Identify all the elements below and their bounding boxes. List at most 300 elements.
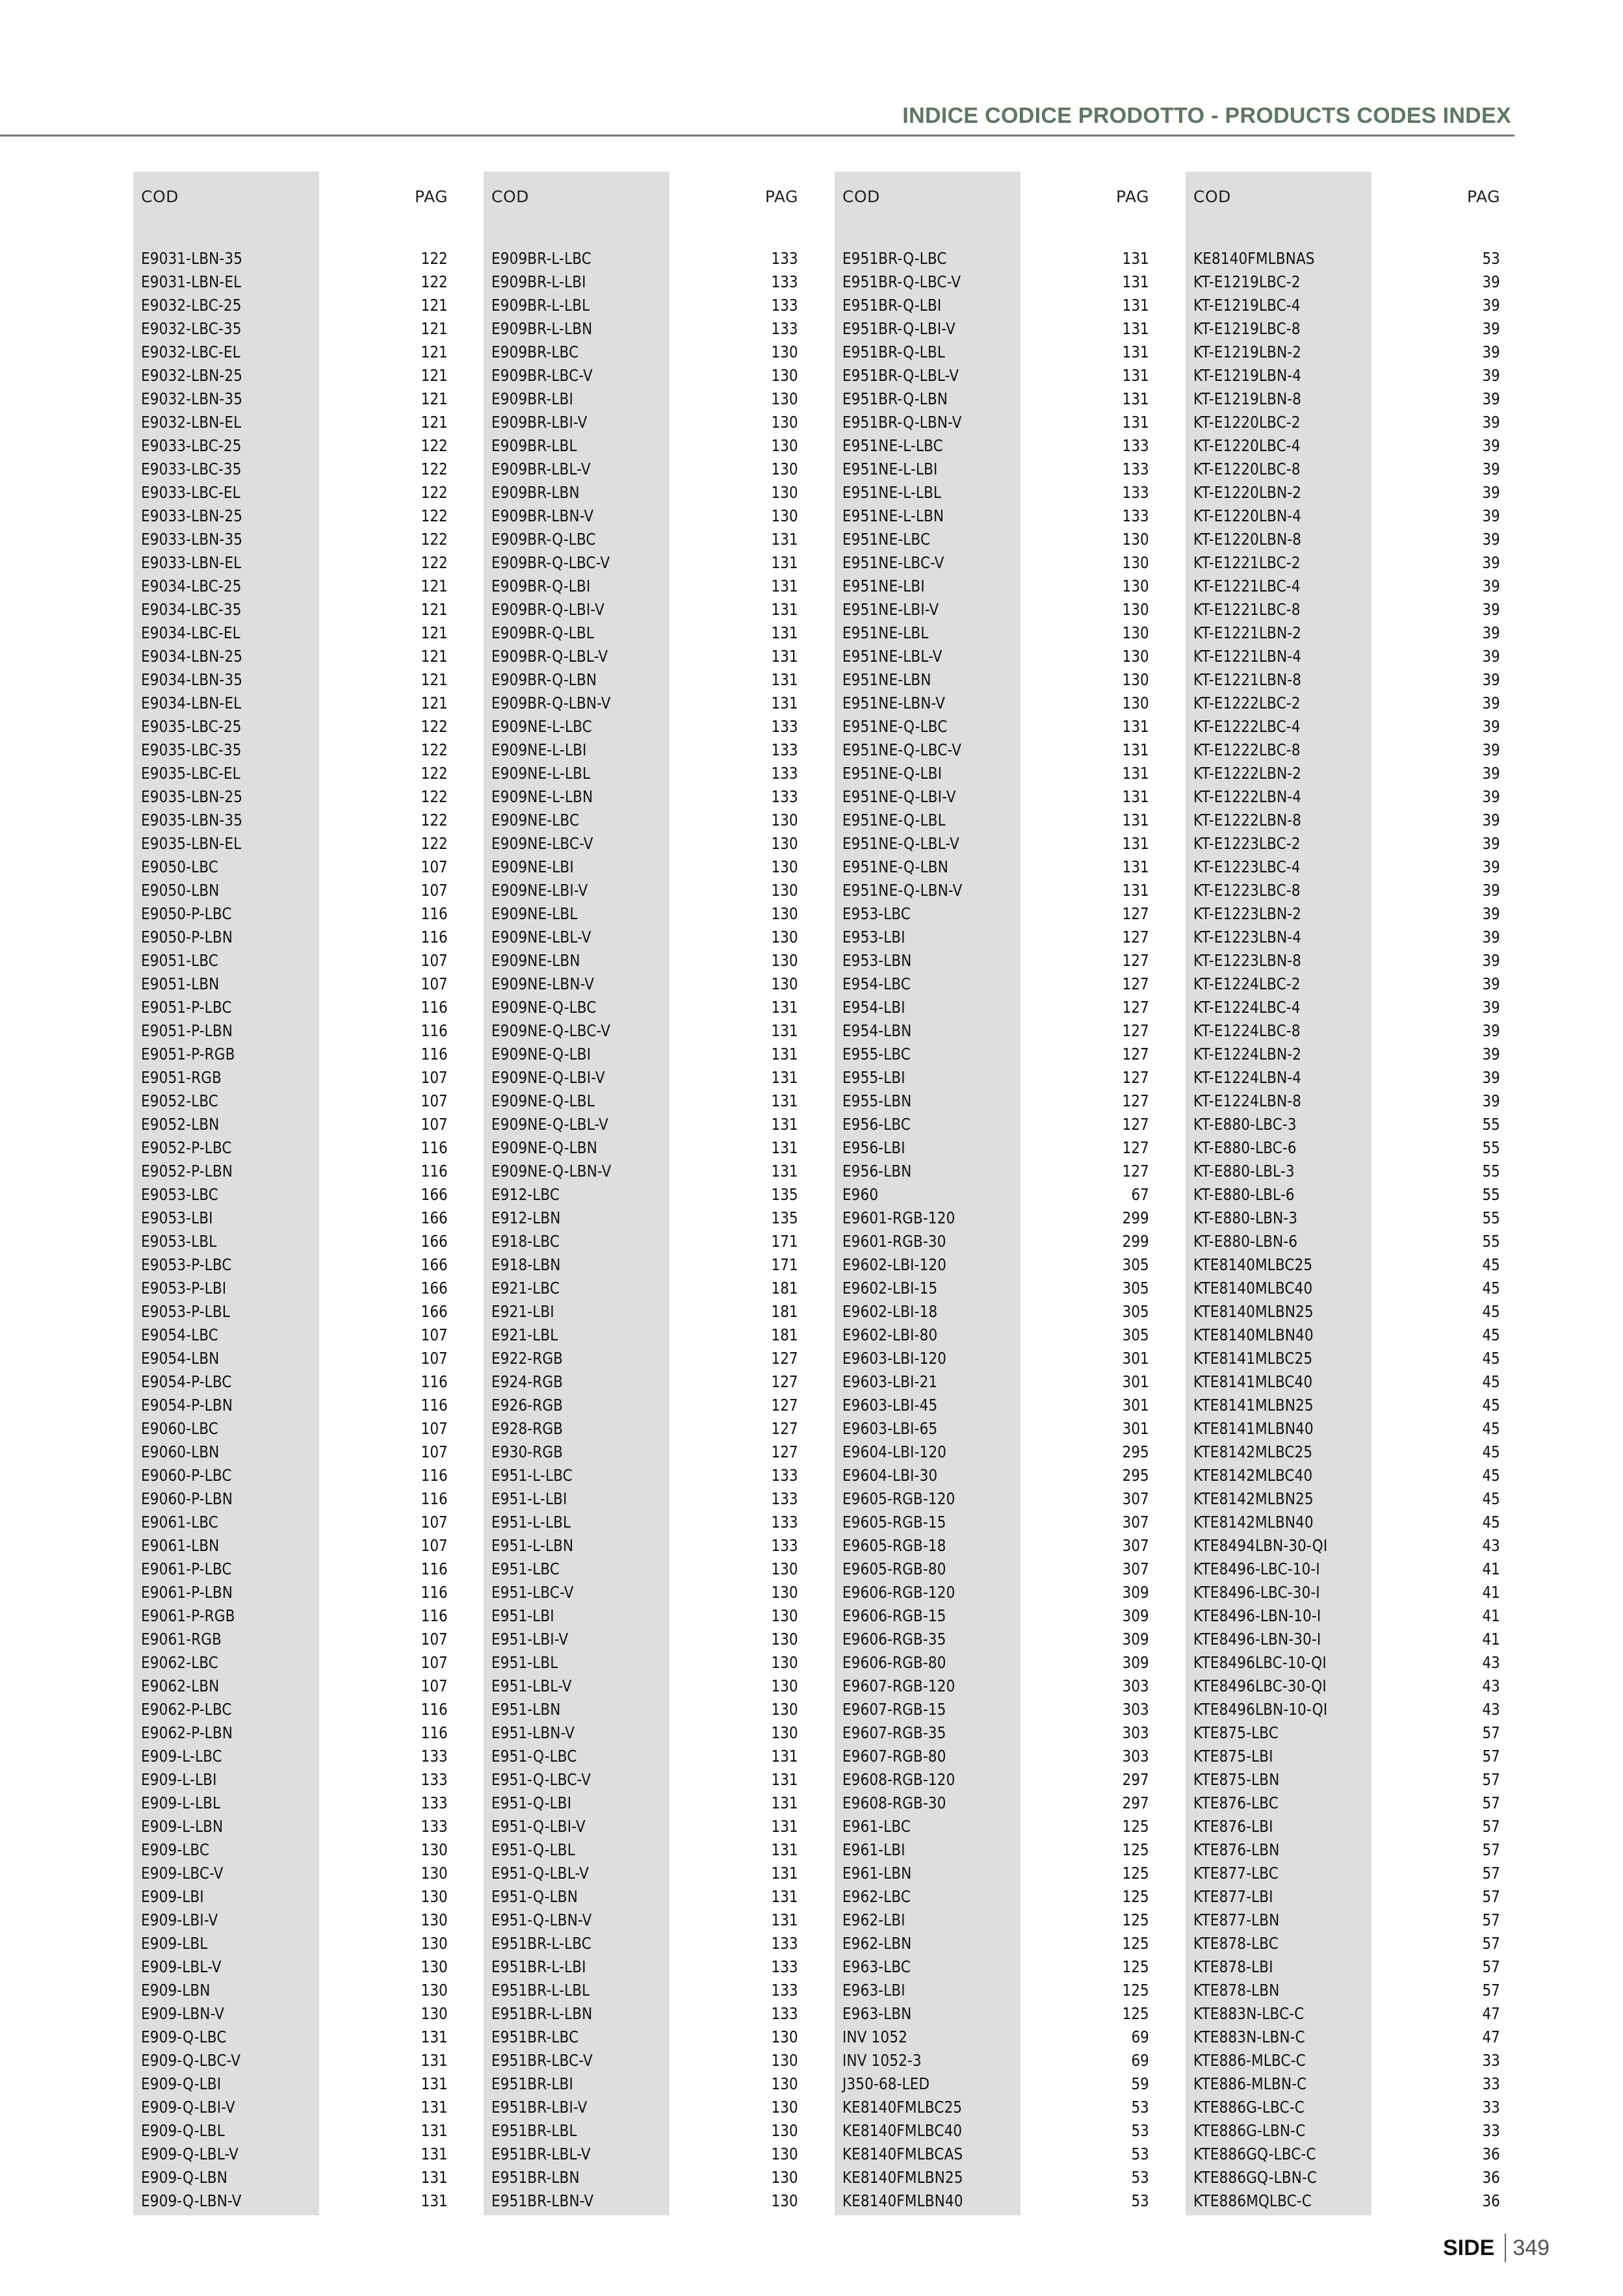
index-row	[1186, 458, 1508, 481]
product-code: E962-LBN	[842, 1934, 912, 1953]
product-code: KTE8141MLBN25	[1193, 1396, 1314, 1415]
page-ref: 133	[771, 296, 798, 315]
index-row	[133, 1370, 456, 1394]
page-ref: 55	[1482, 1208, 1500, 1227]
index-row	[1186, 270, 1508, 294]
product-code: E9602-LBI-120	[842, 1255, 947, 1274]
page-ref: 295	[1122, 1442, 1149, 1461]
page-ref: 133	[421, 1770, 448, 1789]
page-ref: 116	[421, 1396, 448, 1415]
index-row	[835, 1885, 1157, 1909]
page-ref: 116	[421, 1606, 448, 1625]
page-ref: 131	[1122, 834, 1149, 853]
product-code: E961-LBN	[842, 1864, 912, 1883]
index-row	[1186, 1230, 1508, 1253]
page-ref: 45	[1482, 1279, 1500, 1298]
product-code: E909BR-LBC	[491, 343, 579, 361]
page-ref: 166	[421, 1232, 448, 1251]
index-row	[133, 387, 456, 411]
index-row	[835, 949, 1157, 972]
page-ref: 131	[771, 670, 798, 689]
product-code: E9034-LBN-25	[141, 647, 243, 666]
product-code: E9606-RGB-120	[842, 1583, 955, 1602]
page-ref: 130	[1122, 694, 1149, 712]
product-code: KTE8142MLBC25	[1193, 1442, 1313, 1461]
index-row	[484, 294, 806, 317]
index-row	[484, 1347, 806, 1370]
index-row	[133, 645, 456, 668]
index-row	[1186, 926, 1508, 949]
product-code: E9032-LBC-35	[141, 319, 242, 338]
index-row	[133, 1043, 456, 1066]
index-row	[133, 2119, 456, 2143]
product-code: E909NE-LBI-V	[491, 881, 588, 900]
product-code: E909NE-Q-LBL	[491, 1091, 595, 1110]
index-row	[484, 1862, 806, 1885]
product-code: E9607-RGB-80	[842, 1747, 946, 1766]
product-code: E909BR-L-LBI	[491, 272, 586, 291]
page-ref: 130	[771, 904, 798, 923]
product-code: E909-L-LBI	[141, 1770, 217, 1789]
product-code: KTE876-LBI	[1193, 1817, 1273, 1836]
index-row	[484, 1698, 806, 1721]
index-list	[484, 247, 806, 2213]
product-code: E928-RGB	[491, 1419, 564, 1438]
index-row	[835, 364, 1157, 387]
index-row	[484, 832, 806, 855]
page-ref: 130	[771, 1723, 798, 1742]
index-row	[1186, 387, 1508, 411]
index-row	[484, 1277, 806, 1300]
page-ref: 33	[1482, 2098, 1500, 2117]
product-code: KTE877-LBI	[1193, 1887, 1273, 1906]
pag-header: PAG	[414, 187, 448, 206]
index-row	[835, 668, 1157, 692]
index-row	[133, 715, 456, 738]
index-row	[1186, 1019, 1508, 1043]
page-ref: 131	[771, 1770, 798, 1789]
product-code: E951-LBL	[491, 1653, 558, 1672]
index-row	[835, 2072, 1157, 2096]
page-ref: 57	[1482, 1723, 1500, 1742]
product-code: E954-LBN	[842, 1021, 912, 1040]
index-row	[835, 1792, 1157, 1815]
index-row	[835, 1909, 1157, 1932]
page-ref: 53	[1131, 2145, 1149, 2163]
page-ref: 116	[421, 1559, 448, 1578]
index-row	[1186, 1534, 1508, 1558]
page-ref: 131	[421, 2028, 448, 2046]
page-ref: 122	[421, 811, 448, 829]
page-ref: 45	[1482, 1419, 1500, 1438]
index-row	[1186, 2143, 1508, 2166]
product-code: E909NE-L-LBI	[491, 740, 587, 759]
page-ref: 299	[1122, 1208, 1149, 1227]
page-ref: 47	[1482, 2004, 1500, 2023]
page-ref: 130	[771, 1676, 798, 1695]
index-row	[835, 1698, 1157, 1721]
product-code: J350-68-LED	[842, 2074, 930, 2093]
index-column-2	[484, 172, 806, 2215]
page-ref: 130	[421, 1934, 448, 1953]
product-code: E909NE-Q-LBI-V	[491, 1068, 605, 1087]
page-ref: 130	[771, 2051, 798, 2070]
product-code: E951BR-Q-LBC	[842, 249, 947, 268]
product-code: E951BR-LBI	[491, 2074, 573, 2093]
product-code: KTE8141MLBN40	[1193, 1419, 1314, 1438]
page-ref: 57	[1482, 1770, 1500, 1789]
product-code: E954-LBI	[842, 998, 905, 1017]
index-row	[133, 1160, 456, 1183]
product-code: E951-LBI	[491, 1606, 554, 1625]
product-code: E909-Q-LBL-V	[141, 2145, 239, 2163]
product-code: KT-E1222LBN-2	[1193, 764, 1302, 783]
page-ref: 131	[1122, 343, 1149, 361]
product-code: KTE876-LBN	[1193, 1840, 1280, 1859]
product-code: E909NE-Q-LBL-V	[491, 1115, 609, 1134]
index-row	[133, 832, 456, 855]
page-ref: 133	[771, 1466, 798, 1485]
index-row	[1186, 996, 1508, 1019]
product-code: KT-E1219LBC-2	[1193, 272, 1301, 291]
product-code: E909NE-Q-LBC-V	[491, 1021, 611, 1040]
index-row	[133, 1300, 456, 1324]
index-row	[1186, 2002, 1508, 2026]
product-code: E909-Q-LBC-V	[141, 2051, 241, 2070]
page-ref: 131	[421, 2051, 448, 2070]
index-row	[484, 855, 806, 879]
index-row	[1186, 1043, 1508, 1066]
index-row	[835, 1838, 1157, 1862]
page-ref: 107	[421, 1419, 448, 1438]
page-ref: 130	[771, 413, 798, 432]
product-code: E951BR-Q-LBL-V	[842, 366, 959, 385]
product-code: E9061-LBC	[141, 1513, 218, 1532]
index-row	[1186, 1558, 1508, 1581]
product-code: E9035-LBC-25	[141, 717, 242, 736]
page-ref: 107	[421, 1676, 448, 1695]
page-ref: 107	[421, 1068, 448, 1087]
product-code: KE8140FMLBC40	[842, 2121, 963, 2140]
product-code: E9605-RGB-120	[842, 1489, 955, 1508]
product-code: E951-LBI-V	[491, 1630, 569, 1649]
product-code: KTE886GQ-LBC-C	[1193, 2145, 1316, 2163]
page-ref: 55	[1482, 1162, 1500, 1181]
product-code: E963-LBN	[842, 2004, 912, 2023]
product-code: E9602-LBI-18	[842, 1302, 938, 1321]
product-code: KT-E1219LBN-2	[1193, 343, 1302, 361]
index-row	[835, 809, 1157, 832]
page-ref: 133	[771, 787, 798, 806]
product-code: KTE8141MLBC40	[1193, 1372, 1313, 1391]
index-row	[484, 2096, 806, 2119]
index-row	[835, 1815, 1157, 1838]
product-code: E9032-LBN-35	[141, 389, 243, 408]
product-code: KTE8496LBN-10-QI	[1193, 1700, 1328, 1719]
product-code: KTE875-LBC	[1193, 1723, 1279, 1742]
product-code: E951-L-LBI	[491, 1489, 567, 1508]
product-code: E912-LBC	[491, 1185, 560, 1204]
product-code: E918-LBN	[491, 1255, 561, 1274]
page-ref: 301	[1122, 1349, 1149, 1368]
product-code: E909-LBC-V	[141, 1864, 224, 1883]
index-row	[133, 1628, 456, 1651]
index-row	[484, 2166, 806, 2189]
page-ref: 45	[1482, 1396, 1500, 1415]
page-ref: 53	[1131, 2191, 1149, 2210]
page-ref: 53	[1131, 2098, 1149, 2117]
product-code: E909-Q-LBN-V	[141, 2191, 242, 2210]
index-row	[484, 1230, 806, 1253]
page-ref: 131	[771, 1817, 798, 1836]
page-ref: 133	[421, 1794, 448, 1812]
index-row	[1186, 1721, 1508, 1745]
index-row	[484, 926, 806, 949]
product-code: E9033-LBN-EL	[141, 553, 242, 572]
product-code: E9062-LBC	[141, 1653, 218, 1672]
index-row	[835, 1370, 1157, 1394]
index-row	[484, 1253, 806, 1277]
page-ref: 131	[771, 530, 798, 549]
product-code: INV 1052	[842, 2028, 908, 2046]
page-ref: 130	[421, 1981, 448, 2000]
index-row	[484, 1089, 806, 1113]
page-ref: 171	[771, 1255, 798, 1274]
index-row	[1186, 598, 1508, 621]
product-code: E961-LBC	[842, 1817, 911, 1836]
page-ref: 301	[1122, 1396, 1149, 1415]
page-ref: 39	[1482, 600, 1500, 619]
product-code: E9608-RGB-30	[842, 1794, 946, 1812]
product-code: KTE8496-LBN-10-I	[1193, 1606, 1321, 1625]
product-code: E909-Q-LBI	[141, 2074, 222, 2093]
index-row	[835, 715, 1157, 738]
product-code: E9605-RGB-15	[842, 1513, 946, 1532]
index-row	[1186, 411, 1508, 434]
product-code: E9607-RGB-15	[842, 1700, 946, 1719]
index-row	[835, 1113, 1157, 1136]
page-ref: 131	[421, 2145, 448, 2163]
page-ref: 130	[771, 1583, 798, 1602]
index-row	[133, 458, 456, 481]
page-ref: 131	[771, 600, 798, 619]
product-code: KT-E880-LBL-3	[1193, 1162, 1295, 1181]
index-row	[484, 1604, 806, 1628]
page-ref: 127	[1122, 1138, 1149, 1157]
page-ref: 130	[771, 2168, 798, 2187]
index-row	[1186, 434, 1508, 458]
index-row	[484, 762, 806, 785]
index-row	[484, 317, 806, 341]
page-ref: 133	[771, 1934, 798, 1953]
product-code: E951NE-LBN	[842, 670, 931, 689]
product-code: E956-LBI	[842, 1138, 905, 1157]
page-ref: 33	[1482, 2074, 1500, 2093]
product-code: KTE8141MLBC25	[1193, 1349, 1313, 1368]
page-ref: 133	[421, 1747, 448, 1766]
page-ref: 303	[1122, 1676, 1149, 1695]
product-code: E951NE-LBL-V	[842, 647, 942, 666]
index-row	[484, 458, 806, 481]
index-row	[133, 1675, 456, 1698]
index-row	[835, 411, 1157, 434]
page-ref: 131	[1122, 389, 1149, 408]
product-code: E9606-RGB-80	[842, 1653, 946, 1672]
page-ref: 133	[771, 1536, 798, 1555]
page-ref: 309	[1122, 1583, 1149, 1602]
index-row	[133, 1534, 456, 1558]
product-code: E918-LBC	[491, 1232, 560, 1251]
page-ref: 131	[421, 2191, 448, 2210]
index-row	[484, 1675, 806, 1698]
product-code: E921-LBC	[491, 1279, 560, 1298]
index-row	[1186, 1815, 1508, 1838]
product-code: KT-E880-LBC-3	[1193, 1115, 1297, 1134]
page-ref: 57	[1482, 1817, 1500, 1836]
product-code: E9034-LBN-35	[141, 670, 243, 689]
page-ref: 121	[421, 319, 448, 338]
index-row	[484, 1464, 806, 1487]
index-row	[484, 1628, 806, 1651]
product-code: KT-E1224LBN-4	[1193, 1068, 1302, 1087]
product-code: E9606-RGB-35	[842, 1630, 946, 1649]
index-row	[1186, 1089, 1508, 1113]
page-ref: 122	[421, 834, 448, 853]
product-code: E951NE-Q-LBC	[842, 717, 948, 736]
index-row	[835, 2049, 1157, 2072]
product-code: KTE8496LBC-30-QI	[1193, 1676, 1327, 1695]
page-ref: 107	[421, 857, 448, 876]
page-ref: 181	[771, 1325, 798, 1344]
pag-header: PAG	[1115, 187, 1149, 206]
index-row	[484, 2119, 806, 2143]
index-row	[835, 1604, 1157, 1628]
page-ref: 116	[421, 1162, 448, 1181]
index-row	[484, 949, 806, 972]
product-code: E9050-P-LBN	[141, 928, 233, 946]
index-row	[1186, 668, 1508, 692]
index-row	[133, 902, 456, 926]
page-ref: 130	[771, 1630, 798, 1649]
product-code: E951BR-L-LBI	[491, 1957, 586, 1976]
page-ref: 131	[1122, 881, 1149, 900]
product-code: E909BR-Q-LBL	[491, 623, 595, 642]
page-ref: 133	[421, 1817, 448, 1836]
page-ref: 43	[1482, 1536, 1500, 1555]
product-code: E9052-LBN	[141, 1115, 220, 1134]
product-code: E9053-LBL	[141, 1232, 217, 1251]
index-row	[133, 411, 456, 434]
page-ref: 130	[1122, 623, 1149, 642]
product-code: E9053-LBI	[141, 1208, 213, 1227]
product-code: E951-LBC	[491, 1559, 560, 1578]
product-code: E951NE-L-LBI	[842, 460, 938, 478]
product-code: E9060-LBN	[141, 1442, 220, 1461]
product-code: KTE883N-LBC-C	[1193, 2004, 1305, 2023]
product-code: KT-E1224LBC-2	[1193, 974, 1301, 993]
product-code: E9033-LBN-25	[141, 506, 243, 525]
page-ref: 39	[1482, 740, 1500, 759]
index-row	[835, 1955, 1157, 1979]
index-row	[835, 1417, 1157, 1441]
page-ref: 130	[1122, 600, 1149, 619]
page-ref: 130	[1122, 670, 1149, 689]
index-row	[1186, 1792, 1508, 1815]
index-row	[133, 1862, 456, 1885]
product-code: KT-E1223LBN-4	[1193, 928, 1302, 946]
page-ref: 131	[771, 623, 798, 642]
page-ref: 127	[1122, 974, 1149, 993]
index-row	[133, 1979, 456, 2002]
product-code: E956-LBC	[842, 1115, 911, 1134]
page-ref: 297	[1122, 1794, 1149, 1812]
page-ref: 301	[1122, 1372, 1149, 1391]
index-row	[133, 270, 456, 294]
product-code: KT-E1221LBC-4	[1193, 577, 1301, 595]
index-row	[484, 1651, 806, 1675]
product-code: E9033-LBC-25	[141, 436, 242, 455]
product-code: E951BR-Q-LBI-V	[842, 319, 955, 338]
index-row	[835, 762, 1157, 785]
product-code: E909NE-Q-LBN	[491, 1138, 597, 1157]
page-ref: 131	[771, 1864, 798, 1883]
page-ref: 41	[1482, 1583, 1500, 1602]
page-ref: 107	[421, 1653, 448, 1672]
product-code: KT-E1224LBC-8	[1193, 1021, 1301, 1040]
product-code: KT-E1220LBC-2	[1193, 413, 1301, 432]
product-code: E909BR-L-LBC	[491, 249, 591, 268]
index-row	[484, 621, 806, 645]
page-ref: 127	[771, 1349, 798, 1368]
product-code: E909BR-LBI-V	[491, 413, 588, 432]
product-code: E955-LBC	[842, 1045, 911, 1063]
page-ref: 166	[421, 1279, 448, 1298]
product-code: E951BR-LBL-V	[491, 2145, 591, 2163]
page-ref: 130	[771, 2121, 798, 2140]
page-ref: 303	[1122, 1700, 1149, 1719]
product-code: E951-L-LBC	[491, 1466, 573, 1485]
index-row	[835, 247, 1157, 270]
index-row	[835, 621, 1157, 645]
index-row	[484, 364, 806, 387]
index-row	[133, 294, 456, 317]
page-ref: 39	[1482, 272, 1500, 291]
product-code: KT-E1222LBC-8	[1193, 740, 1301, 759]
index-row	[484, 1066, 806, 1089]
page-ref: 107	[421, 1115, 448, 1134]
page-ref: 39	[1482, 343, 1500, 361]
product-code: E951-Q-LBL	[491, 1840, 575, 1859]
page-ref: 39	[1482, 319, 1500, 338]
index-row	[835, 1745, 1157, 1768]
page-ref: 116	[421, 1466, 448, 1485]
page-ref: 121	[421, 343, 448, 361]
product-code: E961-LBI	[842, 1840, 905, 1859]
product-code: E909NE-LBN	[491, 951, 580, 970]
product-code: E909NE-Q-LBN-V	[491, 1162, 612, 1181]
index-row	[1186, 294, 1508, 317]
product-code: E9033-LBC-EL	[141, 483, 240, 502]
page-ref: 121	[421, 296, 448, 315]
page-ref: 107	[421, 1536, 448, 1555]
index-row	[835, 270, 1157, 294]
index-row	[1186, 1160, 1508, 1183]
product-code: E909NE-L-LBL	[491, 764, 591, 783]
index-row	[835, 832, 1157, 855]
page-ref: 133	[1122, 483, 1149, 502]
product-code: E956-LBN	[842, 1162, 912, 1181]
product-code: E963-LBI	[842, 1981, 905, 2000]
